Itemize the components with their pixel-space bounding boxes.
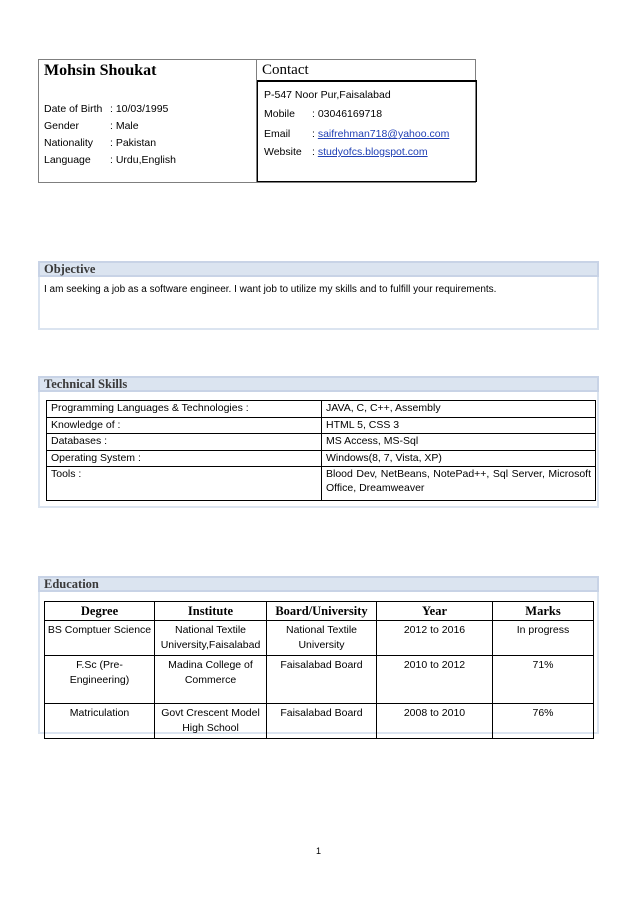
email-separator: : <box>312 128 318 140</box>
board-cell: Faisalabad Board <box>267 656 377 704</box>
table-row <box>47 417 596 434</box>
skills-header <box>38 376 599 392</box>
personal-label: Language <box>44 154 91 166</box>
degree-cell: Matriculation <box>45 704 155 739</box>
column-header: Board/University <box>267 602 377 621</box>
contact-title: Contact <box>262 62 309 78</box>
marks-cell: 71% <box>493 656 594 704</box>
column-header: Degree <box>45 602 155 621</box>
board-cell: National Textile University <box>267 621 377 656</box>
year-cell: 2010 to 2012 <box>377 656 493 704</box>
email-label: Email <box>264 128 291 140</box>
skill-value: MS Access, MS-Sql <box>322 434 596 451</box>
column-header: Year <box>377 602 493 621</box>
personal-label: Nationality <box>44 137 94 149</box>
table-row <box>47 467 596 501</box>
mobile-value: : 03046169718 <box>312 108 383 120</box>
email-link[interactable]: saifrehman718@yahoo.com <box>317 128 450 140</box>
skill-value: JAVA, C, C++, Assembly <box>322 401 596 418</box>
board-cell: Faisalabad Board <box>267 704 377 739</box>
skill-label: Tools : <box>47 467 322 501</box>
personal-value: : Urdu,English <box>110 154 176 166</box>
table-row <box>45 656 594 704</box>
institute-cell: National Textile University,Faisalabad <box>155 621 267 656</box>
personal-row <box>44 119 139 133</box>
skill-label: Databases : <box>47 434 322 451</box>
objective-header <box>38 261 599 277</box>
personal-value: : 10/03/1995 <box>110 103 169 115</box>
education-table <box>44 601 594 739</box>
skill-label: Operating System : <box>47 450 322 467</box>
objective-title: Objective <box>44 262 96 276</box>
column-header: Institute <box>155 602 267 621</box>
institute-cell: Madina College of Commerce <box>155 656 267 704</box>
education-header <box>38 576 599 592</box>
table-row <box>47 434 596 451</box>
table-row <box>47 401 596 418</box>
mobile-label: Mobile <box>264 108 295 120</box>
table-row <box>45 621 594 656</box>
personal-label: Date of Birth <box>44 103 103 115</box>
personal-row <box>44 153 176 167</box>
contact-website-row <box>264 145 428 159</box>
website-label: Website <box>264 146 302 158</box>
year-cell: 2008 to 2010 <box>377 704 493 739</box>
education-title: Education <box>44 577 99 591</box>
institute-cell: Govt Crescent Model High School <box>155 704 267 739</box>
marks-cell: 76% <box>493 704 594 739</box>
table-row <box>47 450 596 467</box>
personal-value: : Male <box>110 120 139 132</box>
marks-cell: In progress <box>493 621 594 656</box>
page-number: 1 <box>316 846 322 856</box>
column-header: Marks <box>493 602 594 621</box>
skill-label: Programming Languages & Technologies : <box>47 401 322 418</box>
skill-value: HTML 5, CSS 3 <box>322 417 596 434</box>
objective-text: I am seeking a job as a software engineer. I want job to utilize my skills and to fulfill your requirements. <box>44 284 497 295</box>
website-separator: : <box>312 146 318 158</box>
table-header-row <box>45 602 594 621</box>
personal-row <box>44 136 156 150</box>
year-cell: 2012 to 2016 <box>377 621 493 656</box>
contact-address: P-547 Noor Pur,Faisalabad <box>264 89 391 101</box>
table-row <box>45 704 594 739</box>
degree-cell: BS Comptuer Science <box>45 621 155 656</box>
degree-cell: F.Sc (Pre-Engineering) <box>45 656 155 704</box>
personal-value: : Pakistan <box>110 137 157 149</box>
skills-title: Technical Skills <box>44 377 128 391</box>
personal-row <box>44 102 168 116</box>
skills-table <box>46 400 596 501</box>
website-link[interactable]: studyofcs.blogspot.com <box>317 146 428 158</box>
candidate-name: Mohsin Shoukat <box>44 62 157 79</box>
skill-value: Blood Dev, NetBeans, NotePad++, Sql Server, Microsoft Office, Dreamweaver <box>322 467 596 501</box>
skill-value: Windows(8, 7, Vista, XP) <box>322 450 596 467</box>
skill-label: Knowledge of : <box>47 417 322 434</box>
personal-label: Gender <box>44 120 80 132</box>
contact-mobile-row <box>264 107 382 121</box>
contact-email-row <box>264 127 449 141</box>
